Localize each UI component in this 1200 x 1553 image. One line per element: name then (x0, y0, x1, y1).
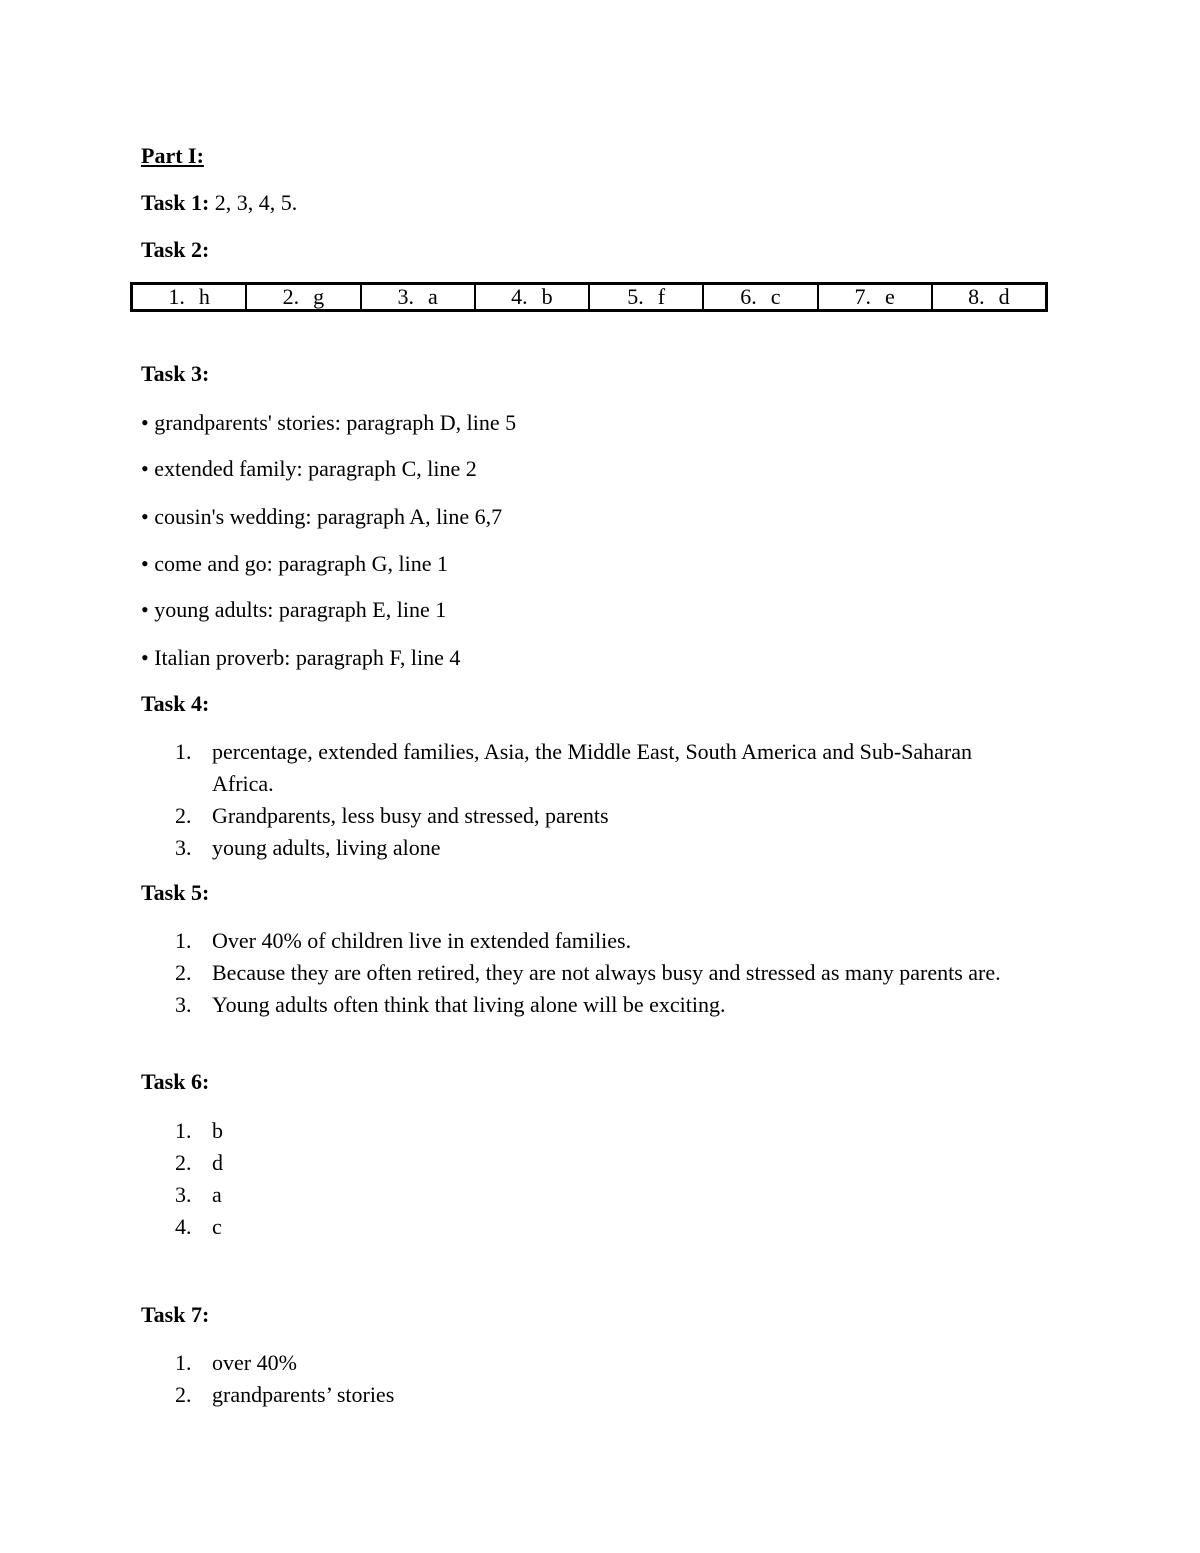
list-text: b (212, 1118, 223, 1143)
part-heading (141, 142, 204, 170)
list-number: 4. (175, 1214, 192, 1239)
answer-letter: e (884, 284, 895, 309)
answer-cell (133, 285, 247, 309)
list-text: percentage, extended families, Asia, the Middle East, South America and Sub-Saharan Africa. (212, 739, 972, 796)
list-text: Over 40% of children live in extended families. (212, 928, 632, 953)
list-item (175, 832, 1035, 864)
answer-letter: a (427, 284, 438, 309)
list-item (175, 989, 1035, 1021)
answer-num: 4. (511, 284, 528, 309)
task3-item: • Italian proverb: paragraph F, line 4 (141, 645, 461, 670)
answer-num: 6. (740, 284, 757, 309)
list-item (175, 1211, 1035, 1243)
part-heading-text: Part I: (141, 143, 204, 168)
task2-answer-table (130, 282, 1048, 312)
list-text: Young adults often think that living alone will be exciting. (212, 992, 726, 1017)
task5-list (175, 925, 1035, 1021)
list-number: 2. (175, 803, 192, 828)
task3-item: • cousin's wedding: paragraph A, line 6,7 (141, 504, 503, 529)
task3-item: • come and go: paragraph G, line 1 (141, 551, 449, 576)
task1-label: Task 1: (141, 190, 210, 215)
task3-label: Task 3: (141, 361, 210, 386)
task3-item: • grandparents' stories: paragraph D, line 5 (141, 410, 517, 435)
answer-cell (590, 285, 704, 309)
list-item (175, 1347, 1035, 1379)
task7-label: Task 7: (141, 1302, 210, 1327)
answer-num: 7. (854, 284, 871, 309)
list-number: 2. (175, 1150, 192, 1175)
list-number: 1. (175, 1350, 192, 1375)
task4-list (175, 736, 1035, 864)
list-text: d (212, 1150, 223, 1175)
answer-cell (476, 285, 590, 309)
answer-letter: b (541, 284, 553, 309)
list-number: 1. (175, 1118, 192, 1143)
answer-letter: f (657, 284, 666, 309)
answer-cell (704, 285, 818, 309)
list-number: 1. (175, 739, 192, 764)
answer-letter: c (770, 284, 781, 309)
task7-list (175, 1347, 1035, 1411)
list-item (175, 736, 1035, 800)
answer-cell (247, 285, 361, 309)
answer-cell (933, 285, 1045, 309)
answer-letter: g (313, 284, 325, 309)
answer-num: 8. (968, 284, 985, 309)
task3-item: • young adults: paragraph E, line 1 (141, 597, 447, 622)
answer-cell (362, 285, 476, 309)
list-item (175, 1379, 1035, 1411)
list-number: 3. (175, 835, 192, 860)
list-number: 3. (175, 1182, 192, 1207)
task2-label: Task 2: (141, 237, 210, 262)
list-text: c (212, 1214, 222, 1239)
answer-num: 3. (397, 284, 414, 309)
list-item (175, 1115, 1035, 1147)
task4-label: Task 4: (141, 691, 210, 716)
task6-label: Task 6: (141, 1069, 210, 1094)
list-item (175, 800, 1035, 832)
list-item (175, 1147, 1035, 1179)
task5-label: Task 5: (141, 880, 210, 905)
list-text: young adults, living alone (212, 835, 441, 860)
task6-list (175, 1115, 1035, 1243)
list-number: 1. (175, 928, 192, 953)
answer-num: 1. (168, 284, 185, 309)
answer-letter: h (198, 284, 210, 309)
answer-letter: d (998, 284, 1010, 309)
list-text: Grandparents, less busy and stressed, parents (212, 803, 609, 828)
task1-answer: 2, 3, 4, 5. (209, 190, 298, 215)
list-text: a (212, 1182, 222, 1207)
list-text: over 40% (212, 1350, 297, 1375)
list-text: grandparents’ stories (212, 1382, 395, 1407)
list-text: Because they are often retired, they are not always busy and stressed as many parents are. (212, 960, 1001, 985)
list-item (175, 1179, 1035, 1211)
list-number: 2. (175, 960, 192, 985)
answer-cell (819, 285, 933, 309)
answer-num: 5. (627, 284, 644, 309)
list-number: 2. (175, 1382, 192, 1407)
list-item (175, 957, 1035, 989)
list-item (175, 925, 1035, 957)
task3-item: • extended family: paragraph C, line 2 (141, 456, 477, 481)
answer-num: 2. (282, 284, 300, 309)
task1-line (141, 189, 297, 217)
list-number: 3. (175, 992, 192, 1017)
